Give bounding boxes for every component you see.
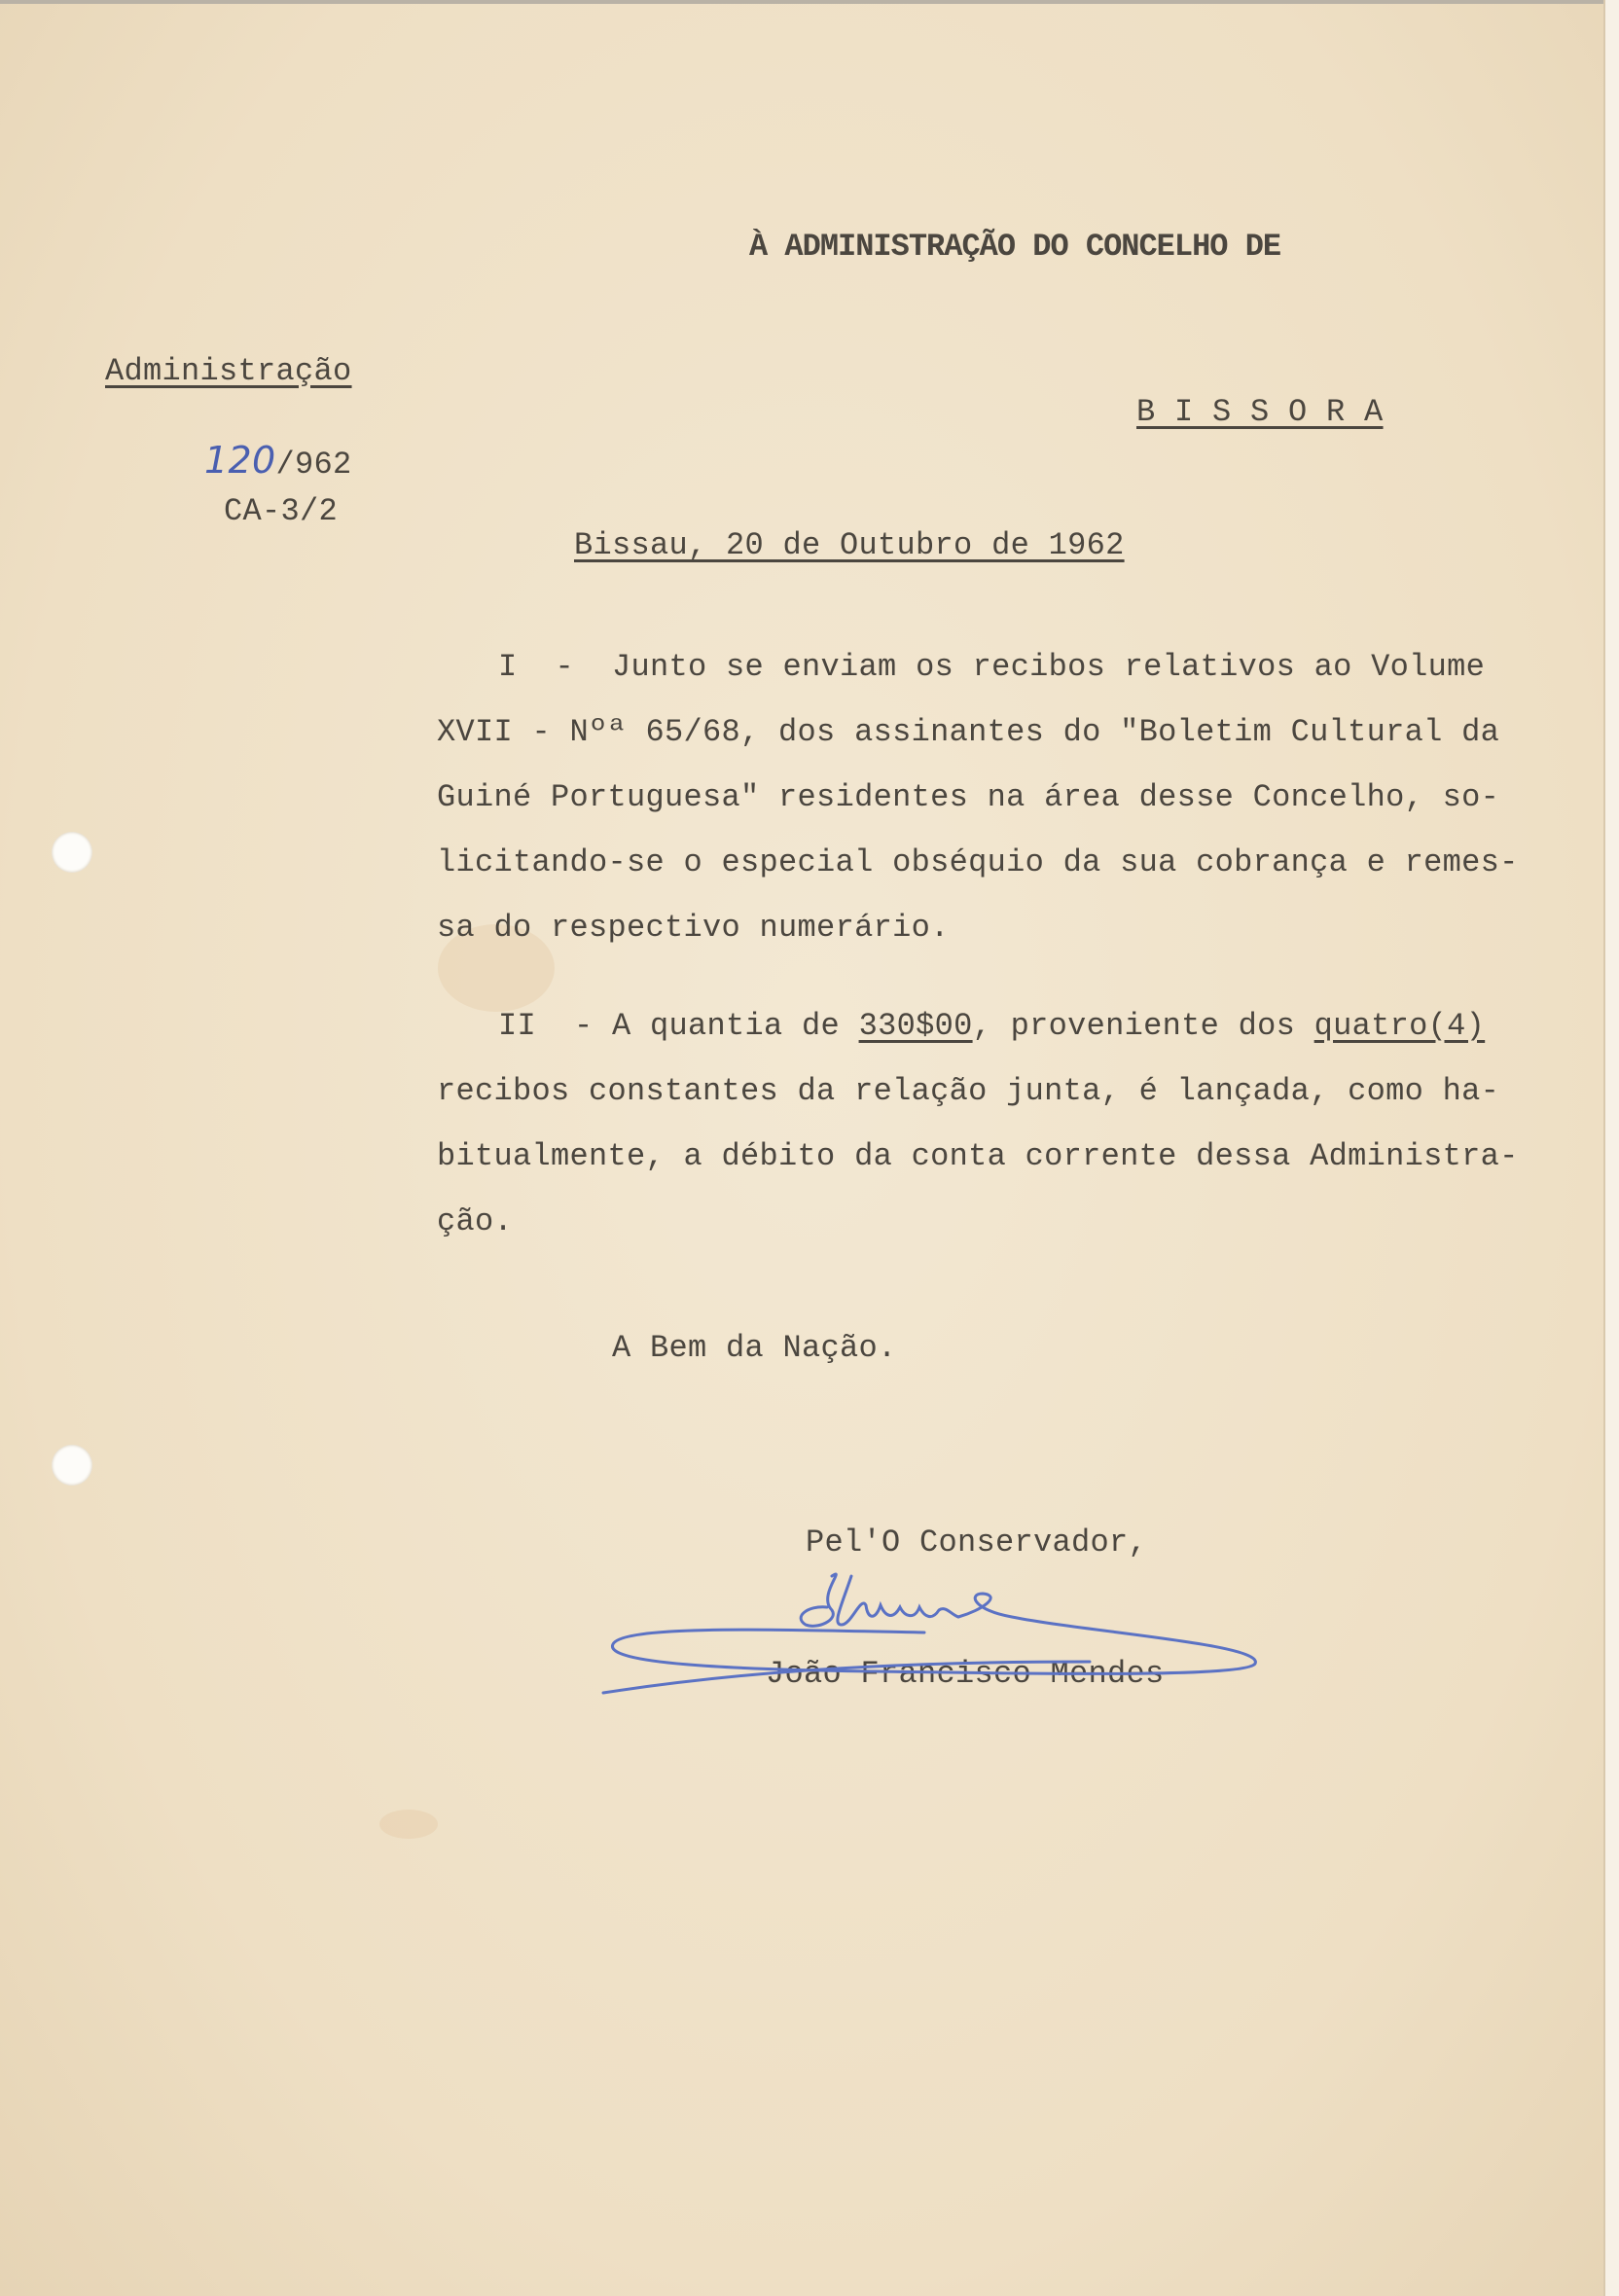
- text: II - A quantia de: [498, 1008, 859, 1044]
- punch-hole: [52, 832, 92, 873]
- paragraph-1-line: XVII - Nºª 65/68, dos assinantes do "Boletim Cultural da: [437, 714, 1500, 750]
- reference-year: /962: [275, 447, 352, 483]
- text: , proveniente dos: [972, 1008, 1314, 1044]
- signatory-role: Pel'O Conservador,: [806, 1525, 1148, 1561]
- handwritten-signature: [584, 1557, 1265, 1712]
- addressee-heading: À ADMINISTRAÇÃO DO CONCELHO DE: [749, 229, 1281, 265]
- place-heading: B I S S O R A: [1136, 394, 1384, 430]
- paragraph-2-line: ção.: [437, 1203, 514, 1239]
- date-line: Bissau, 20 de Outubro de 1962: [574, 527, 1125, 563]
- paragraph-1-line: Guiné Portuguesa" residentes na área desse Concelho, so-: [437, 779, 1500, 815]
- handwritten-number: 120: [204, 439, 276, 482]
- signatory-name: João Francisco Mendes: [766, 1656, 1165, 1692]
- reference-code: CA-3/2: [224, 493, 339, 529]
- department-label: Administração: [105, 353, 352, 389]
- page-right-edge: [1603, 0, 1619, 2296]
- paragraph-1-line: I - Junto se enviam os recibos relativos ao Volume: [498, 649, 1486, 685]
- paragraph-1-line: sa do respectivo numerário.: [437, 910, 950, 946]
- paper-stain: [379, 1810, 438, 1839]
- paragraph-1-line: licitando-se o especial obséquio da sua cobrança e remes-: [437, 844, 1519, 880]
- closing-salutation: A Bem da Nação.: [612, 1330, 897, 1366]
- receipt-count: quatro(4): [1313, 1008, 1486, 1044]
- amount: 330$00: [858, 1008, 973, 1044]
- paragraph-2-line: [498, 1008, 1486, 1044]
- paragraph-2-line: recibos constantes da relação junta, é lançada, como ha-: [437, 1073, 1500, 1109]
- page-top-edge: [0, 0, 1615, 4]
- paragraph-2-line: bitualmente, a débito da conta corrente dessa Administra-: [437, 1138, 1519, 1174]
- punch-hole: [52, 1445, 92, 1486]
- reference-number: [204, 439, 352, 483]
